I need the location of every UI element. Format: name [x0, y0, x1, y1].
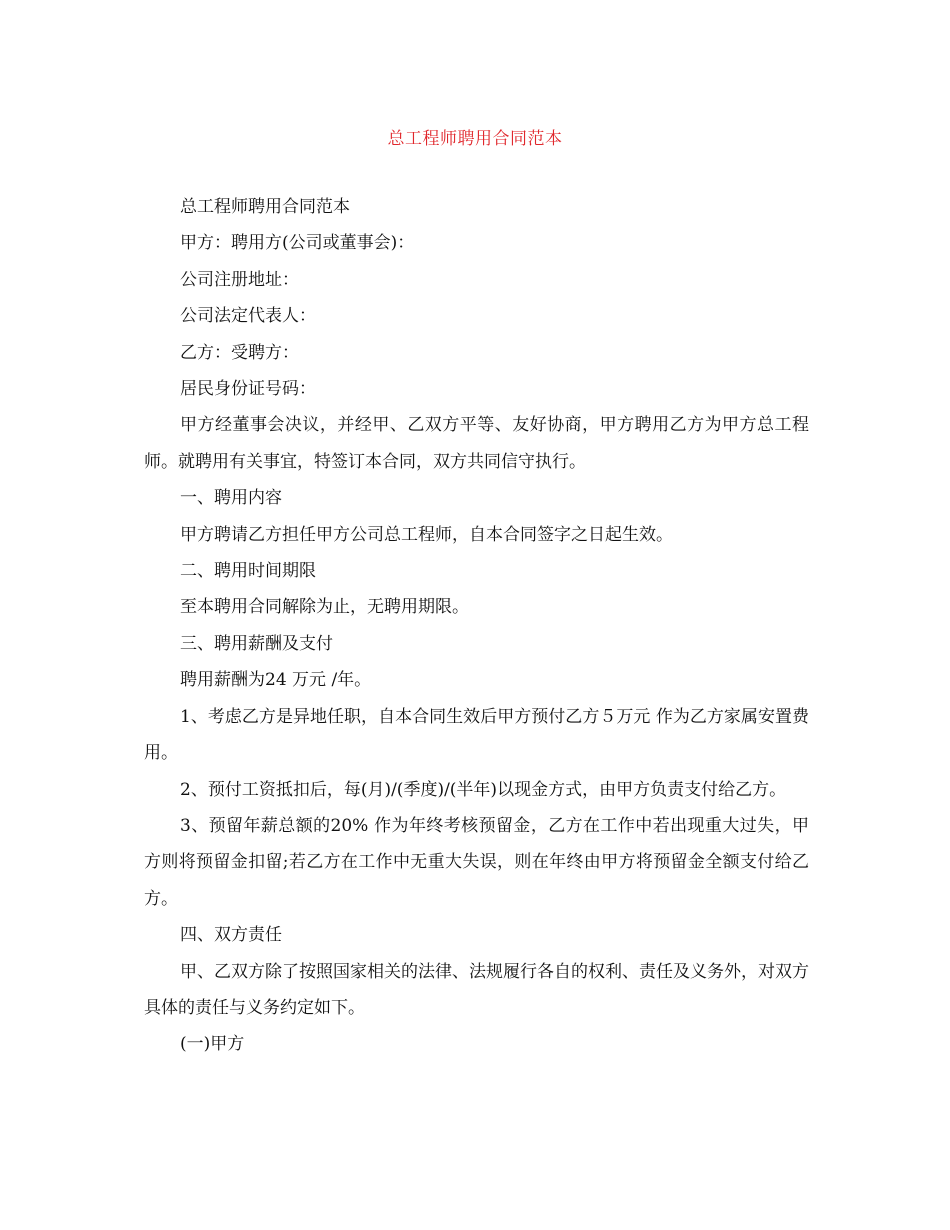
- document-body: [144, 189, 809, 1063]
- document-title: 总工程师聘用合同范本: [387, 129, 563, 149]
- paragraph-id-number: 居民身份证号码：: [180, 379, 316, 400]
- section-heading-1: 一、聘用内容: [180, 488, 282, 509]
- subsection-heading-party-a: (一)甲方: [180, 1034, 245, 1055]
- paragraph-clause-1: 1、考虑乙方是异地任职，自本合同生效后甲方预付乙方５万元 作为乙方家属安置费用。: [144, 706, 809, 764]
- paragraph-term: 至本聘用合同解除为止，无聘用期限。: [180, 597, 469, 618]
- paragraph-company-address: 公司注册地址：: [180, 269, 299, 290]
- paragraph-clause-2: 2、预付工资抵扣后，每(月)/(季度)/(半年)以现金方式，由甲方负责支付给乙方。: [180, 779, 787, 800]
- paragraph-party-a: 甲方：聘用方(公司或董事会)：: [180, 233, 415, 254]
- paragraph-responsibilities: 甲、乙双方除了按照国家相关的法律、法规履行各自的权利、责任及义务外，对双方具体的责任与义务约定如下。: [144, 961, 809, 1018]
- section-heading-4: 四、双方责任: [180, 925, 282, 946]
- paragraph-clause-3: 3、预留年薪总额的20% 作为年终考核预留金，乙方在工作中若出现重大过失，甲方则将预留金扣留;若乙方在工作中无重大失误，则在年终由甲方将预留金全额支付给乙方。: [144, 815, 809, 909]
- section-heading-3: 三、聘用薪酬及支付: [180, 633, 333, 654]
- paragraph-preamble: 甲方经董事会决议，并经甲、乙双方平等、友好协商，甲方聘用乙方为甲方总工程师。就聘用有关事宜，特签订本合同，双方共同信守执行。: [144, 415, 809, 472]
- paragraph-legal-representative: 公司法定代表人：: [180, 306, 316, 327]
- paragraph-salary: 聘用薪酬为24 万元 /年。: [180, 670, 372, 691]
- paragraph-heading-repeat: 总工程师聘用合同范本: [180, 197, 350, 217]
- paragraph-party-b: 乙方：受聘方：: [180, 342, 299, 363]
- section-heading-2: 二、聘用时间期限: [180, 561, 316, 582]
- paragraph-content: 甲方聘请乙方担任甲方公司总工程师，自本合同签字之日起生效。: [180, 524, 673, 545]
